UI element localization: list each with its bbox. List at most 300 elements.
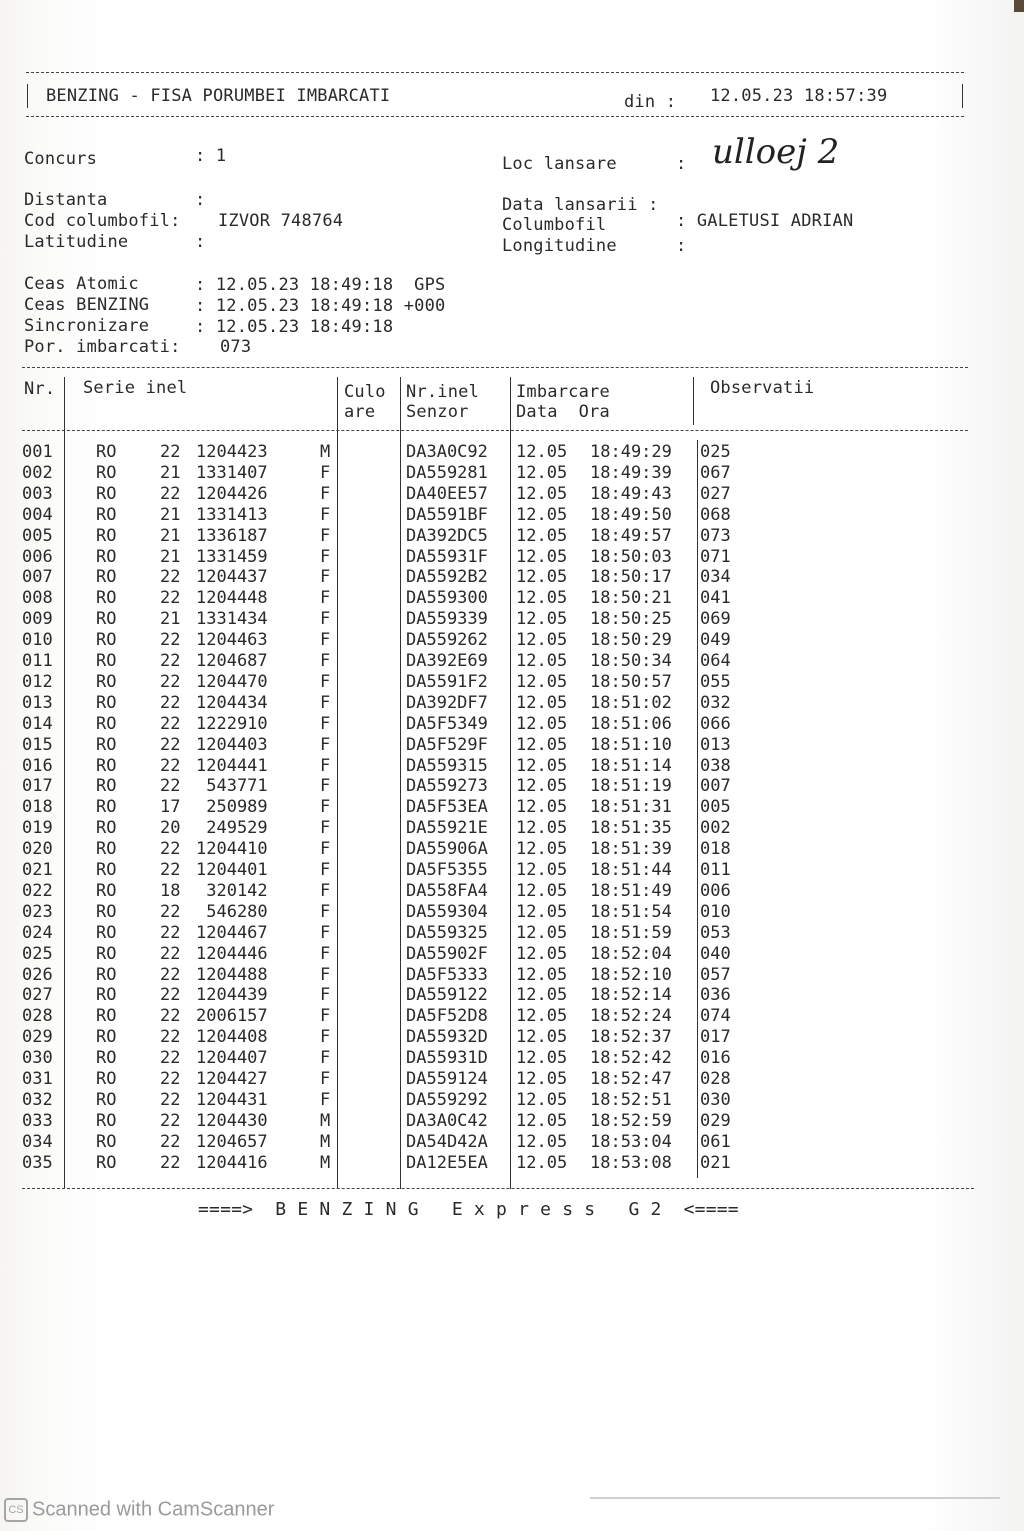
ring-number: 1204403 [196,734,268,755]
row-number: 030 [22,1048,53,1069]
observation: 017 [700,1027,731,1048]
observation: 006 [700,880,731,901]
sex-code: F [320,860,331,880]
ring-number: 1204441 [196,755,268,776]
ring-number: 1204407 [196,1048,268,1069]
ring-number: 1204463 [196,630,268,651]
observation: 041 [700,588,731,609]
row-number: 020 [22,839,53,860]
ring-number: 1204448 [196,588,268,609]
embark-time: 18:49:43 [590,483,672,504]
ring-number: 1204687 [196,651,268,671]
sensor-id: DA559325 [406,922,488,943]
sex-code: F [320,462,331,483]
ceas-atomic-value: : 12.05.23 18:49:18 GPS [195,275,446,295]
sensor-id: DA559124 [406,1069,488,1089]
row-number: 013 [22,692,53,713]
embark-date: 12.05 [516,671,568,692]
ring-number: 1204426 [196,483,268,504]
ring-year: 22 [160,630,181,651]
ring-number: 1204408 [196,1027,268,1048]
ring-year: 22 [160,483,181,504]
embark-time: 18:51:35 [590,818,672,839]
country-code: RO [96,567,117,588]
embark-date: 12.05 [516,713,568,734]
embark-date: 12.05 [516,818,568,839]
ring-number: 1204657 [196,1131,268,1152]
ring-number: 1204401 [196,860,268,880]
ring-year: 22 [160,1027,181,1048]
embark-time: 18:52:37 [590,1027,672,1048]
ring-year: 21 [160,525,181,546]
embark-date: 12.05 [516,546,568,567]
country-code: RO [96,546,117,567]
sex-code: F [320,734,331,755]
table-row [0,1090,1024,1111]
col-header-imbarcare-1: Imbarcare [516,382,610,402]
country-code: RO [96,734,117,755]
latitudine-sep: : [195,232,206,252]
country-code: RO [96,671,117,692]
ring-year: 21 [160,504,181,525]
ring-year: 22 [160,1131,181,1152]
ring-year: 22 [160,985,181,1006]
row-number: 023 [22,901,53,922]
ring-number: 2006157 [196,1006,268,1027]
col-header-serie: Serie inel [83,378,188,398]
country-code: RO [96,692,117,713]
observation: 064 [700,651,731,671]
sex-code: F [320,651,331,671]
observation: 016 [700,1048,731,1069]
embark-date: 12.05 [516,1131,568,1152]
sensor-id: DA559262 [406,630,488,651]
embark-time: 18:53:04 [590,1131,672,1152]
embark-time: 18:51:19 [590,776,672,797]
observation: 007 [700,776,731,797]
country-code: RO [96,839,117,860]
embark-date: 12.05 [516,630,568,651]
sensor-id: DA559292 [406,1089,488,1110]
row-number: 009 [22,609,53,630]
imbarcati-value: 073 [220,337,252,357]
ring-year: 22 [160,1110,181,1131]
embark-time: 18:49:50 [590,504,672,525]
country-code: RO [96,860,117,880]
embark-date: 12.05 [516,922,568,943]
sex-code: F [320,692,331,713]
observation: 034 [700,567,731,588]
sex-code: F [320,985,331,1006]
observation: 032 [700,692,731,713]
observation: 011 [700,860,731,880]
country-code: RO [96,588,117,609]
embark-date: 12.05 [516,880,568,901]
sincronizare-value: : 12.05.23 18:49:18 [195,317,394,337]
ring-year: 22 [160,1048,181,1069]
embark-time: 18:52:10 [590,964,672,985]
embark-date: 12.05 [516,525,568,546]
embark-time: 18:51:54 [590,901,672,922]
ring-number: 1222910 [196,713,268,734]
observation: 036 [700,985,731,1006]
ring-number: 546280 [196,901,268,922]
row-number: 005 [22,525,53,546]
sensor-id: DA55931F [406,546,488,567]
sensor-id: DA5F529F [406,734,488,755]
imbarcati-label: Por. imbarcati: [24,337,181,357]
data-lansarii-label: Data lansarii : [502,195,659,215]
row-number: 022 [22,880,53,901]
sincronizare-label: Sincronizare [24,316,150,336]
row-number: 015 [22,734,53,755]
country-code: RO [96,483,117,504]
country-code: RO [96,1089,117,1110]
ring-year: 20 [160,818,181,839]
col-header-culoare-1: Culo [344,382,386,402]
ceas-atomic-label: Ceas Atomic [24,274,139,294]
loc-lansare-label: Loc lansare [502,154,617,174]
ceas-benzing-label: Ceas BENZING [24,295,150,315]
sensor-id: DA54D42A [406,1131,488,1152]
sex-code: F [320,525,331,546]
row-number: 007 [22,567,53,588]
sensor-id: DA559273 [406,776,488,797]
observation: 005 [700,797,731,818]
table-row [0,797,1024,818]
observation: 066 [700,713,731,734]
ring-year: 21 [160,462,181,483]
sensor-id: DA559304 [406,901,488,922]
camscanner-watermark [4,1498,274,1522]
country-code: RO [96,504,117,525]
sex-code: F [320,1006,331,1027]
ring-year: 22 [160,567,181,588]
sex-code: F [320,776,331,797]
sensor-id: DA559300 [406,588,488,609]
embark-date: 12.05 [516,1152,568,1173]
sensor-id: DA55931D [406,1048,488,1069]
sensor-id: DA5F52D8 [406,1006,488,1027]
observation: 010 [700,901,731,922]
country-code: RO [96,901,117,922]
embark-time: 18:51:10 [590,734,672,755]
table-row [0,1069,1024,1090]
ring-year: 22 [160,1069,181,1089]
observation: 049 [700,630,731,651]
sensor-id: DA5591F2 [406,671,488,692]
observation: 074 [700,1006,731,1027]
report-title: BENZING - FISA PORUMBEI IMBARCATI [46,86,391,106]
ring-year: 22 [160,922,181,943]
ring-year: 21 [160,546,181,567]
ring-number: 1331413 [196,504,268,525]
row-number: 002 [22,462,53,483]
header-top-rule [26,72,964,73]
sensor-id: DA5F5355 [406,860,488,880]
ring-number: 1204416 [196,1152,268,1173]
sensor-id: DA55906A [406,839,488,860]
sensor-id: DA40EE57 [406,483,488,504]
country-code: RO [96,713,117,734]
ring-number: 1204470 [196,671,268,692]
embark-date: 12.05 [516,734,568,755]
table-row [0,818,1024,839]
country-code: RO [96,1131,117,1152]
country-code: RO [96,818,117,839]
sensor-id: DA5592B2 [406,567,488,588]
sensor-id: DA392E69 [406,651,488,671]
row-number: 035 [22,1152,53,1173]
observation: 067 [700,462,731,483]
table-row [0,776,1024,797]
table-row [0,1153,1024,1174]
country-code: RO [96,1152,117,1173]
country-code: RO [96,1110,117,1131]
sex-code: F [320,964,331,985]
row-number: 021 [22,860,53,880]
embark-date: 12.05 [516,1089,568,1110]
embark-time: 18:53:08 [590,1152,672,1173]
table-row [0,1132,1024,1153]
embark-date: 12.05 [516,609,568,630]
ring-number: 1204434 [196,692,268,713]
row-number: 026 [22,964,53,985]
loc-lansare-sep: : [676,154,687,174]
table-row [0,484,1024,505]
columbofil-value: : GALETUSI ADRIAN [676,211,854,231]
embark-time: 18:52:59 [590,1110,672,1131]
ring-number: 543771 [196,776,268,797]
ring-year: 22 [160,713,181,734]
row-number: 017 [22,776,53,797]
country-code: RO [96,985,117,1006]
embark-date: 12.05 [516,567,568,588]
embark-date: 12.05 [516,504,568,525]
table-row [0,1111,1024,1132]
latitudine-label: Latitudine [24,232,129,252]
embark-date: 12.05 [516,1006,568,1027]
row-number: 032 [22,1089,53,1110]
concurs-value: : 1 [195,146,227,166]
camscanner-icon: CS [4,1498,28,1522]
table-row [0,714,1024,735]
embark-time: 18:50:29 [590,630,672,651]
table-row [0,985,1024,1006]
table-row [0,588,1024,609]
country-code: RO [96,442,117,462]
row-number: 018 [22,797,53,818]
sensor-id: DA5F53EA [406,797,488,818]
observation: 073 [700,525,731,546]
sex-code: F [320,1048,331,1069]
distanta-sep: : [195,190,206,210]
sex-code: F [320,504,331,525]
table-row [0,860,1024,881]
embark-time: 18:49:57 [590,525,672,546]
sex-code: F [320,1069,331,1089]
sex-code: M [320,1152,331,1173]
sex-code: F [320,1027,331,1048]
embark-time: 18:49:39 [590,462,672,483]
ring-year: 22 [160,755,181,776]
observation: 057 [700,964,731,985]
header-left-border [27,84,28,108]
ring-number: 1204439 [196,985,268,1006]
embark-time: 18:51:49 [590,880,672,901]
ring-year: 22 [160,943,181,964]
embark-time: 18:51:59 [590,922,672,943]
embark-date: 12.05 [516,964,568,985]
ring-number: 249529 [196,818,268,839]
ring-number: 320142 [196,880,268,901]
ring-number: 1204437 [196,567,268,588]
cod-columbofil-value: IZVOR 748764 [218,211,344,231]
row-number: 034 [22,1131,53,1152]
sex-code: F [320,839,331,860]
header-right-border [962,84,963,108]
observation: 040 [700,943,731,964]
ring-number: 1331459 [196,546,268,567]
row-number: 014 [22,713,53,734]
sensor-id: DA559315 [406,755,488,776]
report-date-value: 12.05.23 18:57:39 [710,86,888,106]
sex-code: F [320,755,331,776]
ring-number: 1204410 [196,839,268,860]
observation: 069 [700,609,731,630]
embark-time: 18:50:21 [590,588,672,609]
sensor-id: DA55921E [406,818,488,839]
concurs-label: Concurs [24,149,98,169]
country-code: RO [96,755,117,776]
country-code: RO [96,1006,117,1027]
sex-code: F [320,943,331,964]
observation: 029 [700,1110,731,1131]
country-code: RO [96,776,117,797]
embark-date: 12.05 [516,1048,568,1069]
table-row [0,651,1024,672]
longitudine-sep: : [676,236,687,256]
ring-number: 1336187 [196,525,268,546]
embark-time: 18:51:39 [590,839,672,860]
observation: 027 [700,483,731,504]
col-header-senzor-1: Nr.inel [406,382,480,402]
embark-date: 12.05 [516,692,568,713]
ring-year: 22 [160,692,181,713]
ring-number: 1331407 [196,462,268,483]
table-row [0,839,1024,860]
table-row [0,463,1024,484]
sex-code: F [320,567,331,588]
embark-time: 18:51:14 [590,755,672,776]
embark-time: 18:50:34 [590,651,672,671]
sensor-id: DA392DF7 [406,692,488,713]
sex-code: F [320,588,331,609]
ring-year: 18 [160,880,181,901]
ring-year: 22 [160,442,181,462]
table-row [0,526,1024,547]
sensor-id: DA559122 [406,985,488,1006]
embark-time: 18:50:25 [590,609,672,630]
sex-code: M [320,1131,331,1152]
header-bottom-rule [26,116,964,117]
observation: 038 [700,755,731,776]
row-number: 019 [22,818,53,839]
ring-number: 250989 [196,797,268,818]
sex-code: F [320,1089,331,1110]
country-code: RO [96,943,117,964]
table-row [0,1048,1024,1069]
table-top-rule [22,367,968,368]
embark-time: 18:52:04 [590,943,672,964]
observation: 025 [700,442,731,462]
row-number: 011 [22,651,53,671]
ring-year: 22 [160,1152,181,1173]
sensor-id: DA558FA4 [406,880,488,901]
row-number: 027 [22,985,53,1006]
sensor-id: DA5F5333 [406,964,488,985]
report-date-label: din : [624,92,677,112]
observation: 018 [700,839,731,860]
ring-number: 1204430 [196,1110,268,1131]
ring-number: 1331434 [196,609,268,630]
country-code: RO [96,1048,117,1069]
embark-time: 18:52:42 [590,1048,672,1069]
observation: 071 [700,546,731,567]
embark-date: 12.05 [516,797,568,818]
sex-code: F [320,609,331,630]
corner-mark [1014,0,1024,12]
ring-year: 22 [160,651,181,671]
table-row [0,609,1024,630]
sex-code: F [320,797,331,818]
ring-number: 1204488 [196,964,268,985]
sensor-id: DA559281 [406,462,488,483]
row-number: 025 [22,943,53,964]
ring-number: 1204467 [196,922,268,943]
sex-code: F [320,671,331,692]
observation: 013 [700,734,731,755]
embark-time: 18:50:03 [590,546,672,567]
sensor-id: DA55932D [406,1027,488,1048]
embark-date: 12.05 [516,1027,568,1048]
country-code: RO [96,651,117,671]
observation: 068 [700,504,731,525]
table-bottom-rule [22,1188,974,1189]
col-header-senzor-2: Senzor [406,402,469,422]
embark-time: 18:51:02 [590,692,672,713]
sex-code: M [320,442,331,462]
embark-date: 12.05 [516,1069,568,1089]
table-row [0,902,1024,923]
ceas-benzing-value: : 12.05.23 18:49:18 +000 [195,296,446,316]
row-number: 033 [22,1110,53,1131]
sensor-id: DA5591BF [406,504,488,525]
ring-number: 1204431 [196,1089,268,1110]
observation: 053 [700,922,731,943]
country-code: RO [96,462,117,483]
observation: 021 [700,1152,731,1173]
sex-code: F [320,901,331,922]
ring-year: 22 [160,671,181,692]
row-number: 012 [22,671,53,692]
table-row [0,735,1024,756]
embark-date: 12.05 [516,755,568,776]
edge-shadow [590,1497,1000,1499]
embark-time: 18:50:57 [590,671,672,692]
sensor-id: DA392DC5 [406,525,488,546]
table-row [0,442,1024,463]
